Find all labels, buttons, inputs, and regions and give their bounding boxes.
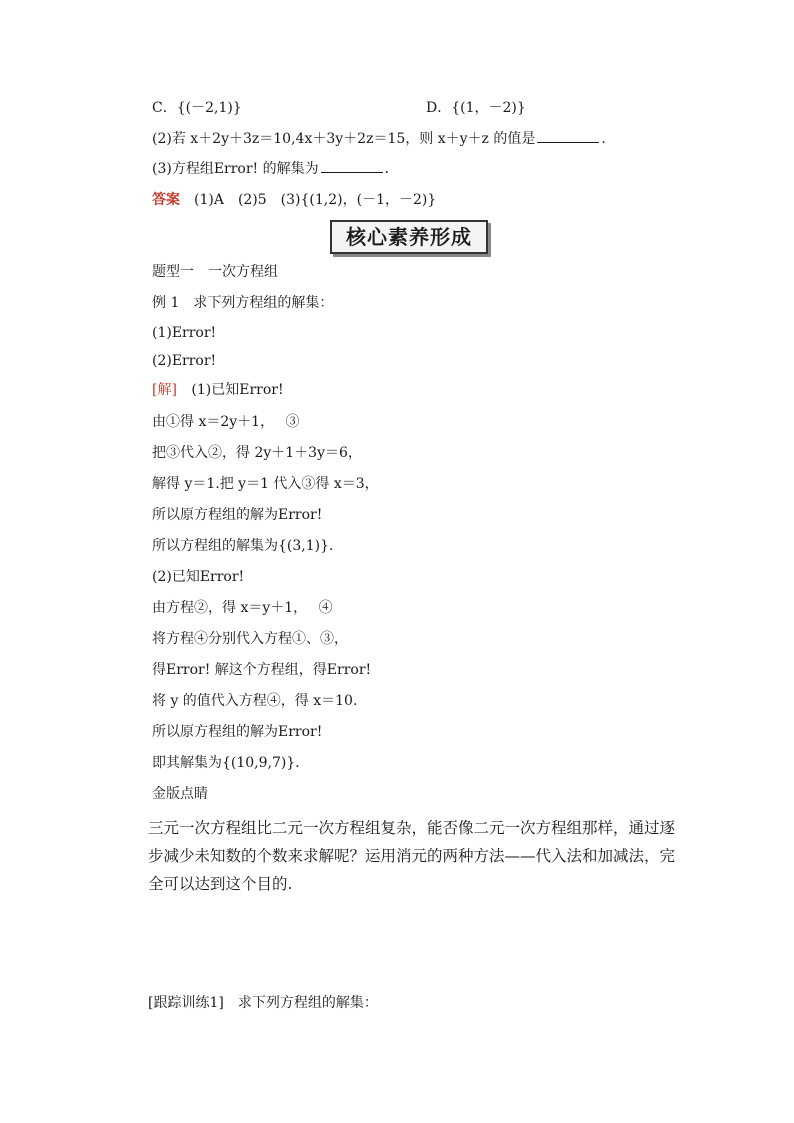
- solution-line: 由①得 x＝2y＋1， ③: [152, 414, 300, 430]
- answer-line: [152, 190, 436, 210]
- example-part-1: (1)Error!: [152, 325, 217, 341]
- question-2-text: (2)若 x＋2y＋3z＝10,4x＋3y＋2z＝15，则 x＋y＋z 的值是: [152, 131, 536, 147]
- section-banner: 核心素养形成: [330, 220, 488, 254]
- solution-line: 得Error! 解这个方程组，得Error!: [152, 662, 372, 678]
- solution-line: 由方程②，得 x＝y＋1， ④: [152, 600, 333, 616]
- question-2: [152, 128, 615, 149]
- answer-content: (1)A (2)5 (3){(1,2)，(－1，－2)}: [194, 192, 437, 208]
- example-title: 例 1 求下列方程组的解集：: [152, 295, 334, 311]
- solution-line: (2)已知Error!: [152, 569, 245, 585]
- option-c: C．{(－2,1)}: [152, 100, 242, 116]
- solution-text: (1)已知Error!: [191, 382, 284, 398]
- solution-line: 把③代入②，得 2y＋1＋3y＝6，: [152, 445, 362, 461]
- answer-blank: [537, 128, 599, 143]
- followup-title: [跟踪训练1] 求下列方程组的解集：: [148, 995, 378, 1011]
- question-3: [152, 158, 399, 179]
- solution-line: 将 y 的值代入方程④，得 x＝10.: [152, 693, 358, 709]
- solution-line: 所以原方程组的解为Error!: [152, 507, 323, 523]
- answer-blank: [321, 158, 383, 173]
- solution-line: 所以原方程组的解为Error!: [152, 724, 323, 740]
- question-3-end: ．: [384, 161, 399, 177]
- solution-line: 解得 y＝1.把 y＝1 代入③得 x＝3，: [152, 476, 379, 492]
- section-title: 题型一 一次方程组: [152, 264, 278, 280]
- solution-label: [解]: [152, 382, 177, 398]
- solution-line-0: [152, 380, 284, 400]
- question-3-text: (3)方程组Error! 的解集为: [152, 161, 319, 177]
- answer-label: 答案: [152, 192, 180, 208]
- solution-line: 所以方程组的解集为{(3,1)}．: [152, 538, 344, 554]
- golden-tip-text: 三元一次方程组比二元一次方程组复杂，能否像二元一次方程组那样，通过逐步减少未知数的个数来求解呢？运用消元的两种方法——代入法和加减法，完全可以达到这个目的.: [148, 819, 676, 893]
- golden-tip-title: 金版点睛: [152, 786, 208, 802]
- solution-line: 将方程④分别代入方程①、③，: [152, 631, 348, 647]
- solution-line: 即其解集为{(10,9,7)}．: [152, 755, 310, 771]
- example-part-2: (2)Error!: [152, 353, 217, 369]
- question-2-end: ．: [601, 131, 616, 147]
- option-d: D．{(1，－2)}: [426, 100, 526, 116]
